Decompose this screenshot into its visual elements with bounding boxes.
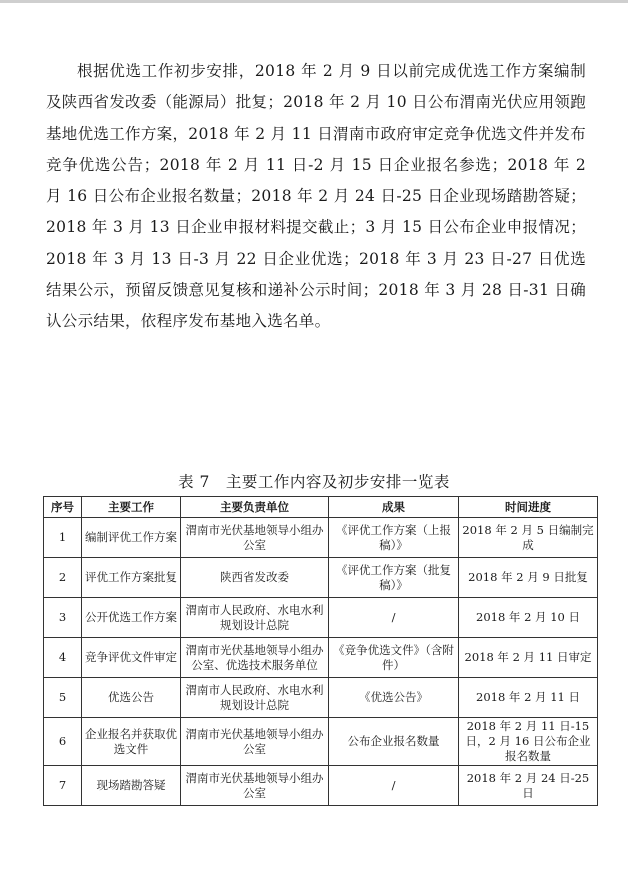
cell-index: 1 [44, 518, 82, 558]
cell-unit: 陕西省发改委 [181, 558, 329, 598]
cell-index: 6 [44, 718, 82, 766]
cell-unit: 渭南市人民政府、水电水利规划设计总院 [181, 598, 329, 638]
cell-unit: 渭南市人民政府、水电水利规划设计总院 [181, 678, 329, 718]
cell-index: 7 [44, 766, 82, 806]
cell-index: 3 [44, 598, 82, 638]
cell-schedule: 2018 年 2 月 11 日审定 [459, 638, 598, 678]
table-row [44, 718, 598, 766]
cell-index: 5 [44, 678, 82, 718]
cell-schedule: 2018 年 2 月 10 日 [459, 598, 598, 638]
cell-schedule: 2018 年 2 月 9 日批复 [459, 558, 598, 598]
cell-schedule: 2018 年 2 月 11 日 [459, 678, 598, 718]
cell-result: 《优选公告》 [329, 678, 459, 718]
table-row [44, 598, 598, 638]
cell-unit: 渭南市光伏基地领导小组办公室 [181, 718, 329, 766]
cell-unit: 渭南市光伏基地领导小组办公室、优选技术服务单位 [181, 638, 329, 678]
cell-index: 2 [44, 558, 82, 598]
cell-result: 《竞争优选文件》（含附件） [329, 638, 459, 678]
table-header-row [44, 497, 598, 518]
body-paragraph: 根据优选工作初步安排，2018 年 2 月 9 日以前完成优选工作方案编制及陕西省发改委（能源局）批复；2018 年 2 月 10 日公布渭南光伏应用领跑基地优选工作方案，2018 年 2 月 11 日渭南市政府审定竞争优选文件并发布竞争优选公告；2018 年 2 月 11 日-2 月 15 日企业报名参选；2018 年 2 月 16 日公布企业报名数量；2018 年 2 月 24 日-25 日企业现场踏勘答疑；2018 年 3 月 13 日企业申报材料提交截止；3 月 15 日公布企业申报情况；2018 年 3 月 13 日-3 月 22 日企业优选；2018 年 3 月 23 日-27 日优选结果公示，预留反馈意见复核和递补公示时间；2018 年 3 月 28 日-31 日确认公示结果，依程序发布基地入选名单。 [46, 62, 586, 331]
top-rule [0, 0, 628, 3]
header-task: 主要工作 [82, 497, 181, 518]
cell-result: 《评优工作方案（上报稿）》 [329, 518, 459, 558]
header-schedule: 时间进度 [459, 497, 598, 518]
header-unit: 主要负责单位 [181, 497, 329, 518]
cell-result: 《评优工作方案（批复稿）》 [329, 558, 459, 598]
cell-unit: 渭南市光伏基地领导小组办公室 [181, 518, 329, 558]
cell-schedule: 2018 年 2 月 11 日-15 日，2 月 16 日公布企业报名数量 [459, 718, 598, 766]
cell-task: 企业报名并获取优选文件 [82, 718, 181, 766]
table-row [44, 678, 598, 718]
header-result: 成果 [329, 497, 459, 518]
table-row [44, 766, 598, 806]
cell-task: 现场踏勘答疑 [82, 766, 181, 806]
cell-task: 公开优选工作方案 [82, 598, 181, 638]
cell-schedule: 2018 年 2 月 5 日编制完成 [459, 518, 598, 558]
cell-schedule: 2018 年 2 月 24 日-25 日 [459, 766, 598, 806]
cell-result: / [329, 766, 459, 806]
cell-index: 4 [44, 638, 82, 678]
cell-task: 竞争评优文件审定 [82, 638, 181, 678]
cell-task: 编制评优工作方案 [82, 518, 181, 558]
cell-task: 优选公告 [82, 678, 181, 718]
table-row [44, 638, 598, 678]
cell-task: 评优工作方案批复 [82, 558, 181, 598]
cell-result: 公布企业报名数量 [329, 718, 459, 766]
schedule-table [43, 496, 598, 806]
cell-result: / [329, 598, 459, 638]
table-row [44, 518, 598, 558]
table-caption: 表 7 主要工作内容及初步安排一览表 [178, 473, 450, 491]
table-row [44, 558, 598, 598]
header-index: 序号 [44, 497, 82, 518]
cell-unit: 渭南市光伏基地领导小组办公室 [181, 766, 329, 806]
